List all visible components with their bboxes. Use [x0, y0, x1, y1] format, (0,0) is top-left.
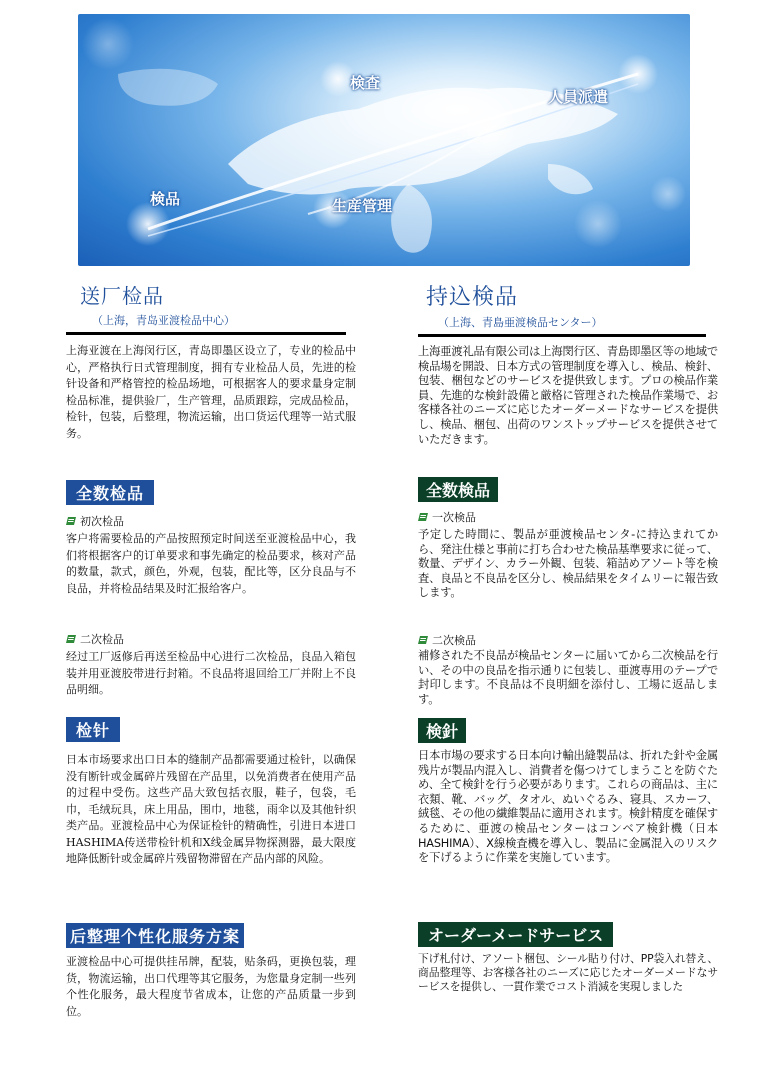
jp-needle-header: 検針	[418, 718, 466, 743]
cn-second-inspection-section	[66, 631, 356, 699]
banner-label-production-management: 生産管理	[332, 197, 393, 215]
banner-label-dispatch: 人員派遣	[548, 88, 609, 106]
cn-second-inspection-label	[66, 631, 356, 647]
cn-intro-text: 上海亚渡在上海闵行区，青岛即墨区设立了，专业的检品中心，严格执行日式管理制度，拥有专业检品人员，先进的检针设备和严格管控的检品场地，可根据客人的要求量身定制检品标准，提供验厂，生产管理，品质跟踪，完成品检品，检针，包装，后整理，物流运输，出口货运代理等一站式服务。	[66, 344, 356, 440]
jp-first-inspection-label-text: 一次検品	[432, 511, 476, 524]
cn-first-inspection-label-text: 初次检品	[80, 515, 124, 528]
document-icon	[66, 516, 77, 526]
jp-section-subtitle: （上海、青島亜渡検品センター）	[438, 316, 603, 329]
jp-custom-header: オーダーメードサービス	[418, 922, 613, 947]
banner-label-inspection: 検査	[350, 74, 381, 92]
world-map-illustration	[78, 14, 690, 266]
cn-second-inspection-text: 经过工厂返修后再送至检品中心进行二次检品，良品入箱包装并用亚渡胶带进行封箱。不良品将退回给工厂并附上不良品明细。	[66, 650, 356, 696]
chinese-column	[66, 280, 356, 1018]
cn-needle-text: 日本市场要求出口日本的缝制产品都需要通过检针，以确保没有断针或金属碎片残留在产品里，以免消费者在使用产品的过程中受伤。这些产品大致包括衣服，鞋子，包袋，毛巾，毛绒玩具，床上用品，围巾，地毯，雨伞以及其他针织类产品。亚渡检品中心为保证检针的精确性，引进日本进口HASHIMA传送带检针机和X线金属异物探测器，最大限度地降低断针或金属碎片残留物滞留在产品内部的风险。	[66, 753, 356, 865]
jp-second-inspection-label-text: 二次検品	[432, 634, 476, 647]
jp-full-inspection-header: 全数検品	[418, 477, 498, 502]
jp-second-inspection-label	[418, 632, 718, 648]
document-icon	[418, 512, 429, 522]
jp-first-inspection-label	[418, 509, 718, 525]
cn-section-subtitle: （上海，青岛亚渡检品中心）	[92, 314, 235, 327]
document-icon	[66, 634, 77, 644]
jp-second-inspection-section	[418, 632, 718, 707]
cn-full-inspection-section	[66, 480, 356, 597]
cn-custom-text: 亚渡检品中心可提供挂吊牌，配装，贴条码，更换包装，理货，物流运输，出口代理等其它服务，为您量身定制一些列个性化服务，最大程度节省成本，让您的产品质量一步到位。	[66, 955, 356, 1018]
jp-needle-section	[418, 718, 718, 866]
jp-first-inspection-text: 予定した時間に、製品が亜渡検品センタ-に持込まれてから、発注仕様と事前に打ち合わせた検品基準要求に従って、数量、デザイン、カラー外観、包装、箱詰めアソート等を検査、良品と不良品を区分し、検品結果をタイムリーに報告致します。	[418, 528, 718, 600]
document-icon	[418, 635, 429, 645]
jp-custom-section	[418, 922, 718, 994]
jp-full-inspection-section	[418, 477, 718, 601]
banner-label-product-inspection: 検品	[150, 190, 181, 208]
jp-title-rule	[418, 334, 706, 337]
cn-needle-section	[66, 717, 356, 868]
cn-title-rule	[66, 332, 346, 335]
cn-first-inspection-text: 客户将需要检品的产品按照预定时间送至亚渡检品中心，我们将根据客户的订单要求和事先确定的检品要求，核对产品的数量，款式，颜色，外观，包装，配比等，区分良品与不良品，并将检品结果及时汇报给客户。	[66, 532, 356, 595]
cn-needle-header: 检针	[66, 717, 120, 742]
cn-full-inspection-header: 全数检品	[66, 480, 154, 505]
jp-needle-text: 日本市場の要求する日本向け輸出縫製品は、折れた針や金属残片が製品内混入し、消費者を傷つけてしまうことを防ぐため、全て検針を行う必要があります。これらの商品は、主に衣類、靴、バッグ、タオル、ぬいぐるみ、寝具、スカーフ、絨毯、その他の繊維製品に適用されます。検針精度を確保するために、亜渡の検品センターはコンベア検針機（日本HASHIMA）、X線検査機を導入し、製品に金属混入のリスクを下げるように作業を実施しています。	[418, 749, 718, 865]
jp-intro-text: 上海亜渡礼品有限公司は上海閔行区、青島即墨区等の地域で検品場を開設、日本方式の管理制度を導入し、検品、検針、包装、梱包などのサービスを提供致します。プロの検品作業員、先進的な検針設備と厳格に管理された検品作業場で、お客様各社のニーズに応じたオーダーメードなサービスを提供し、検品、梱包、出荷のワンストップサービスを提供させていただきます。	[418, 345, 718, 446]
jp-second-inspection-text: 補修された不良品が検品センターに届いてから二次検品を行い、その中の良品を指示通りに包装し、亜渡専用のテープで封印します。不良品は不良明細を添付し、工場に返品します。	[418, 649, 718, 706]
cn-second-inspection-label-text: 二次检品	[80, 633, 124, 646]
jp-section-title: 持込検品	[426, 285, 519, 310]
cn-section-title: 送厂检品	[80, 284, 164, 308]
japanese-column	[418, 280, 718, 993]
cn-first-inspection-label	[66, 513, 356, 529]
jp-custom-text: 下げ札付け、アソート梱包、シール貼り付け、PP袋入れ替え、商品整理等、お客様各社のニーズに応じたオーダーメードなサービスを提供し、一貫作業でコスト消減を実現しました	[418, 952, 718, 993]
hero-banner	[78, 14, 690, 266]
cn-custom-section	[66, 923, 356, 1020]
cn-custom-header: 后整理个性化服务方案	[66, 923, 244, 948]
